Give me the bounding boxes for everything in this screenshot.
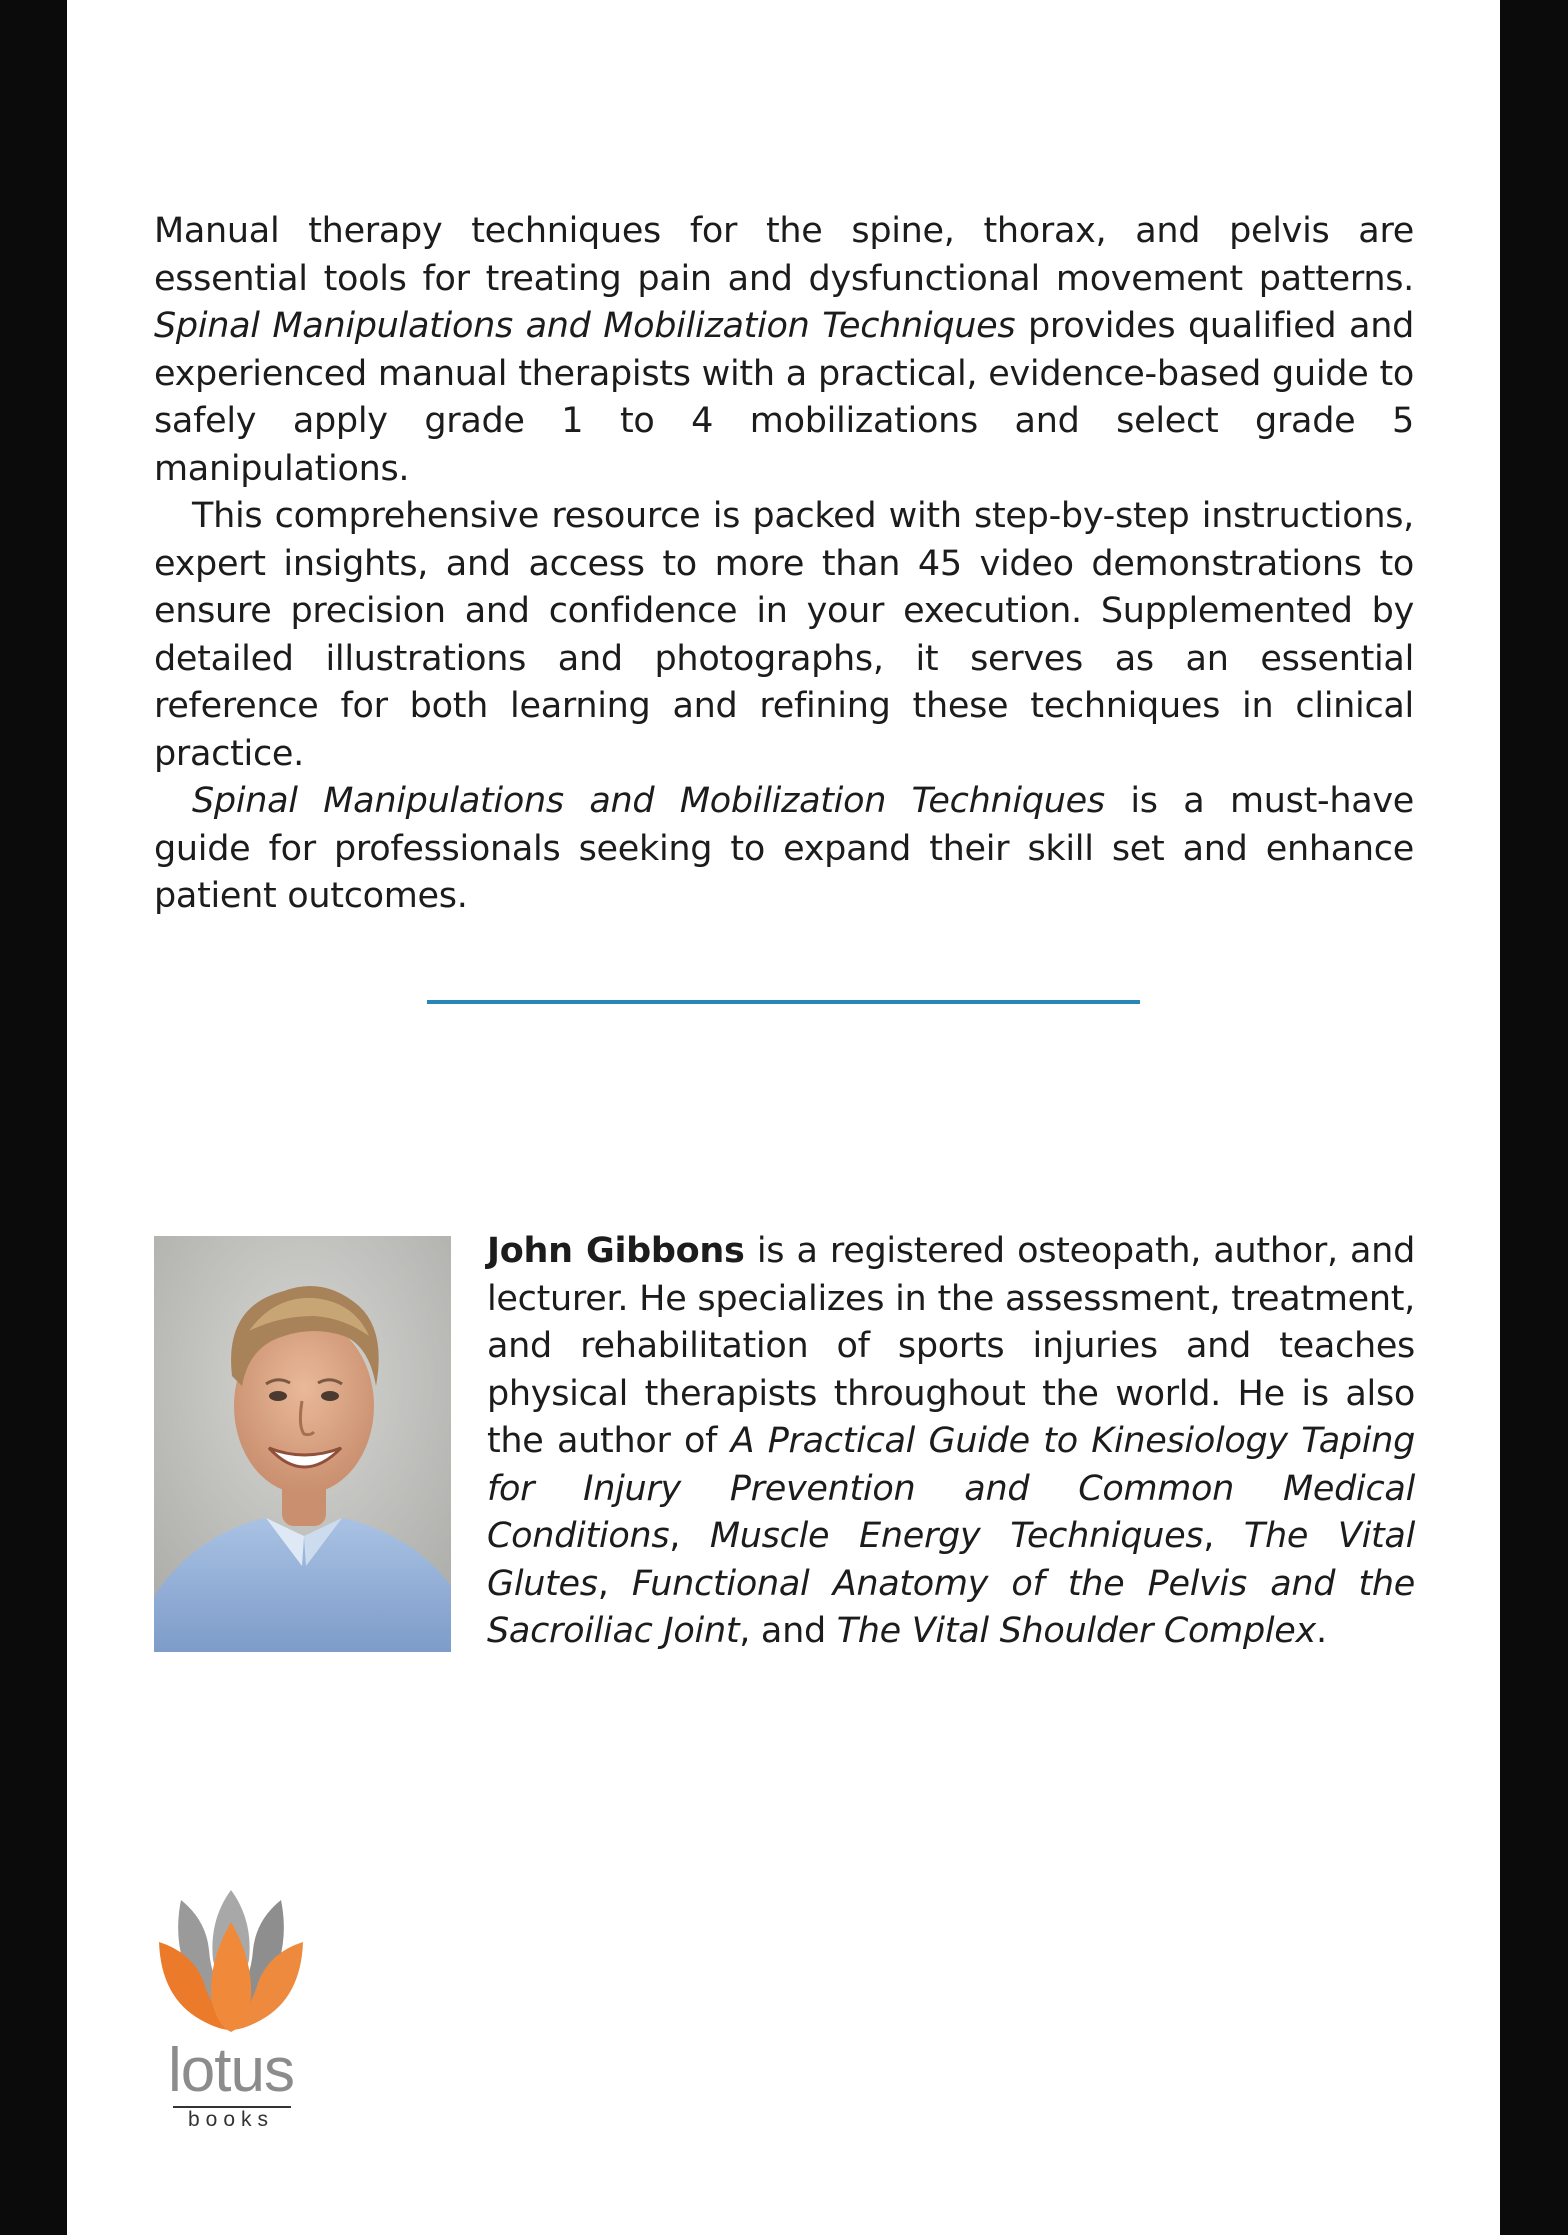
description-paragraph-2: This comprehensive resource is packed with step-by-step instructions, expert insights, and access to more than 45 video demonstrations to ensure precision and confidence in your execution. Supplemented by detailed illustrations and photographs, it serves as an essential reference for both learning and refining these techniques in clinical practice. <box>154 496 1414 774</box>
book-title-italic: Spinal Manipulations and Mobilization Techniques <box>192 781 1105 821</box>
bio-end: . <box>1315 1611 1327 1651</box>
author-bio <box>487 1228 1415 1656</box>
book-description <box>154 208 1414 921</box>
description-paragraph-3 <box>154 778 1414 921</box>
bio-separator: , <box>1203 1516 1244 1556</box>
book-title-italic: Spinal Manipulations and Mobilization Techniques <box>154 306 1016 346</box>
description-paragraph-1 <box>154 208 1414 493</box>
other-book-title: Muscle Energy Techniques <box>709 1516 1204 1556</box>
bio-text: is a registered osteopath, author, and lecturer. He specializes in the assessment, treatment, and rehabilitation of sports injuries and teaches physical therapists throughout the world. He is also the author of <box>487 1231 1415 1461</box>
author-name: John Gibbons <box>487 1231 745 1271</box>
author-bio-paragraph <box>487 1228 1415 1656</box>
publisher-name: lotus <box>168 2036 294 2105</box>
description-text: provides qualified and experienced manual therapists with a practical, evidence-based guide to safely apply grade 1 to 4 mobilizations and select grade 5 manipulations. <box>154 306 1414 489</box>
other-book-title: Functional Anatomy of the Pelvis and the Sacroiliac Joint <box>487 1563 1415 1651</box>
description-text: is a must-have guide for professionals seeking to expand their skill set and enhance patient outcomes. <box>154 781 1414 916</box>
other-book-title: The Vital Shoulder Complex <box>836 1611 1316 1651</box>
other-book-title: A Practical Guide to Kinesiology Taping for Injury Prevention and Common Medical Conditions <box>487 1421 1415 1556</box>
bio-separator: , <box>669 1516 710 1556</box>
author-photo <box>154 1236 451 1652</box>
publisher-sub: books <box>187 2108 275 2131</box>
description-text: Manual therapy techniques for the spine, thorax, and pelvis are essential tools for treating pain and dysfunctional movement patterns. <box>154 211 1414 299</box>
bio-separator: , and <box>739 1611 837 1651</box>
bio-separator: , <box>597 1563 632 1604</box>
other-book-title: The Vital Glutes <box>487 1516 1415 1604</box>
section-divider <box>427 1000 1140 1004</box>
lotus-flower-icon <box>151 1880 311 2040</box>
author-portrait-illustration <box>154 1236 451 1652</box>
publisher-logo <box>151 1880 321 2140</box>
back-cover-page <box>67 0 1500 2235</box>
